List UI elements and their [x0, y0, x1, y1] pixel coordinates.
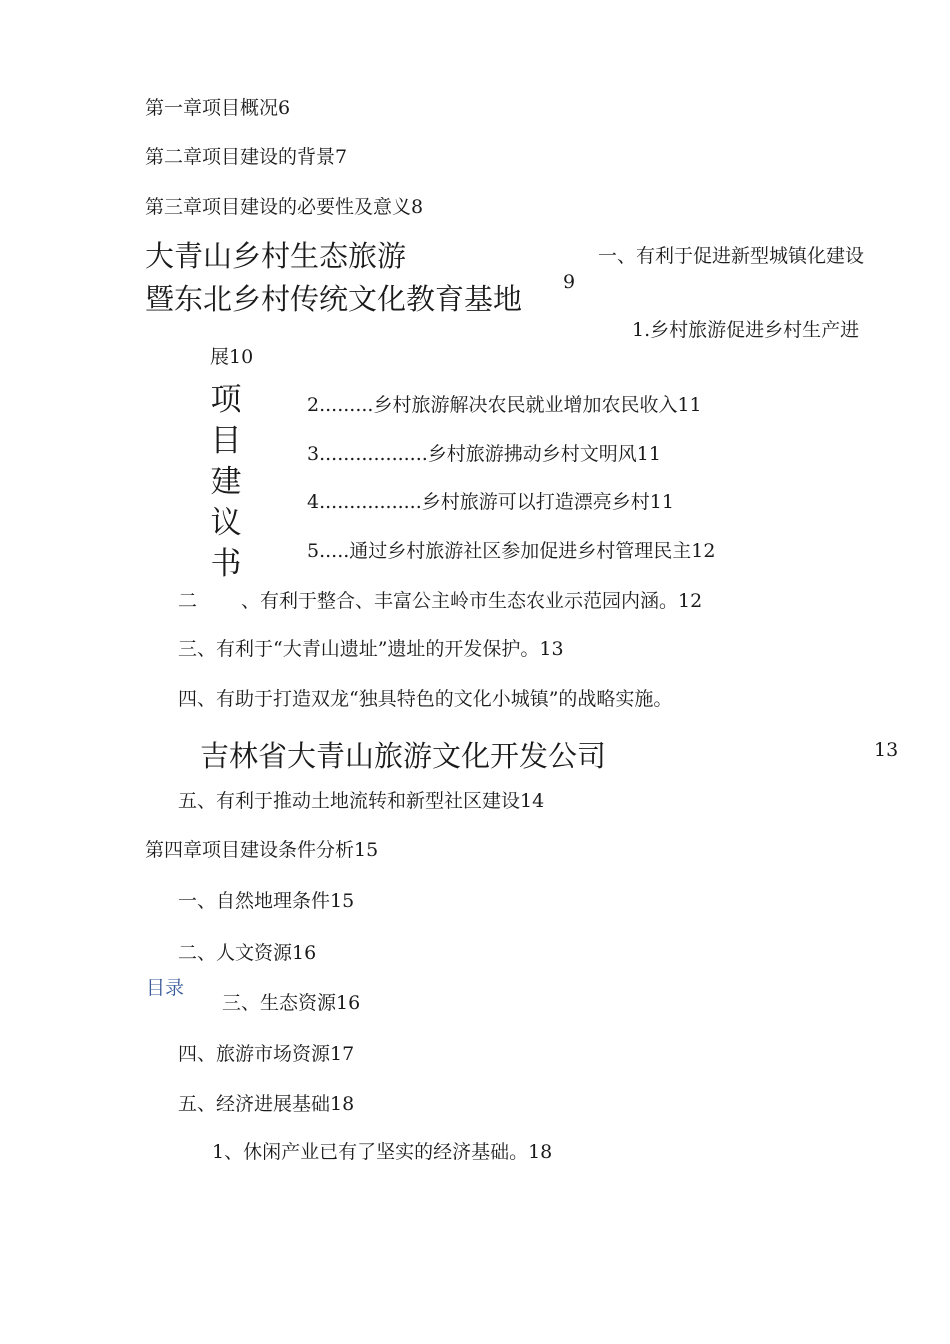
toc-ch4-section-5: 五、经济进展基础18	[178, 1093, 355, 1115]
company-page-number: 13	[874, 739, 899, 761]
toc-section-2: 、有利于整合、丰富公主岭市生态农业示范园内涵。12	[241, 590, 703, 612]
toc-ch4-section-2: 二、人文资源16	[178, 942, 317, 964]
toc-ch4-section-1: 一、自然地理条件15	[178, 890, 355, 912]
toc-section-1-3: 3..................乡村旅游拂动乡村文明风11	[307, 443, 661, 465]
vertical-char: 书	[210, 546, 242, 582]
cover-title-page-number: 9	[563, 271, 576, 293]
toc-section-1-4: 4.................乡村旅游可以打造漂亮乡村11	[307, 491, 674, 513]
toc-section-3: 三、有利于“大青山遗址”遗址的开发保护。13	[178, 638, 564, 660]
cover-title-line-2: 暨东北乡村传统文化教育基地	[145, 282, 523, 316]
toc-section-2-number: 二	[178, 590, 198, 612]
cover-title-line-1: 大青山乡村生态旅游	[145, 239, 407, 273]
toc-section-5: 五、有利于推动土地流转和新型社区建设14	[178, 790, 545, 812]
toc-chapter-3: 第三章项目建设的必要性及意义8	[145, 196, 424, 218]
toc-chapter-2: 第二章项目建设的背景7	[145, 146, 348, 168]
toc-section-1-2: 2.........乡村旅游解决农民就业增加农民收入11	[307, 394, 702, 416]
toc-section-1-5: 5.....通过乡村旅游社区参加促进乡村管理民主12	[307, 540, 716, 562]
toc-chapter-4: 第四章项目建设条件分析15	[145, 839, 379, 861]
vertical-char: 建	[210, 464, 242, 500]
toc-ch4-section-4: 四、旅游市场资源17	[178, 1043, 355, 1065]
toc-ch4-section-5-1: 1、休闲产业已有了坚实的经济基础。18	[212, 1141, 553, 1163]
toc-label: 目录	[146, 977, 185, 999]
toc-section-1: 一、有利于促进新型城镇化建设	[598, 245, 865, 267]
toc-ch4-section-3: 三、生态资源16	[222, 992, 361, 1014]
toc-section-1-1: 1.乡村旅游促进乡村生产进	[632, 319, 860, 341]
company-name: 吉林省大青山旅游文化开发公司	[200, 739, 607, 773]
vertical-char: 目	[210, 423, 242, 459]
vertical-char: 议	[210, 505, 242, 541]
toc-chapter-1: 第一章项目概况6	[145, 97, 291, 119]
toc-section-4: 四、有助于打造双龙“独具特色的文化小城镇”的战略实施。	[178, 688, 673, 710]
toc-section-1-1-continued: 展10	[210, 346, 254, 368]
vertical-char: 项	[210, 382, 242, 418]
cover-vertical-title	[206, 380, 246, 585]
